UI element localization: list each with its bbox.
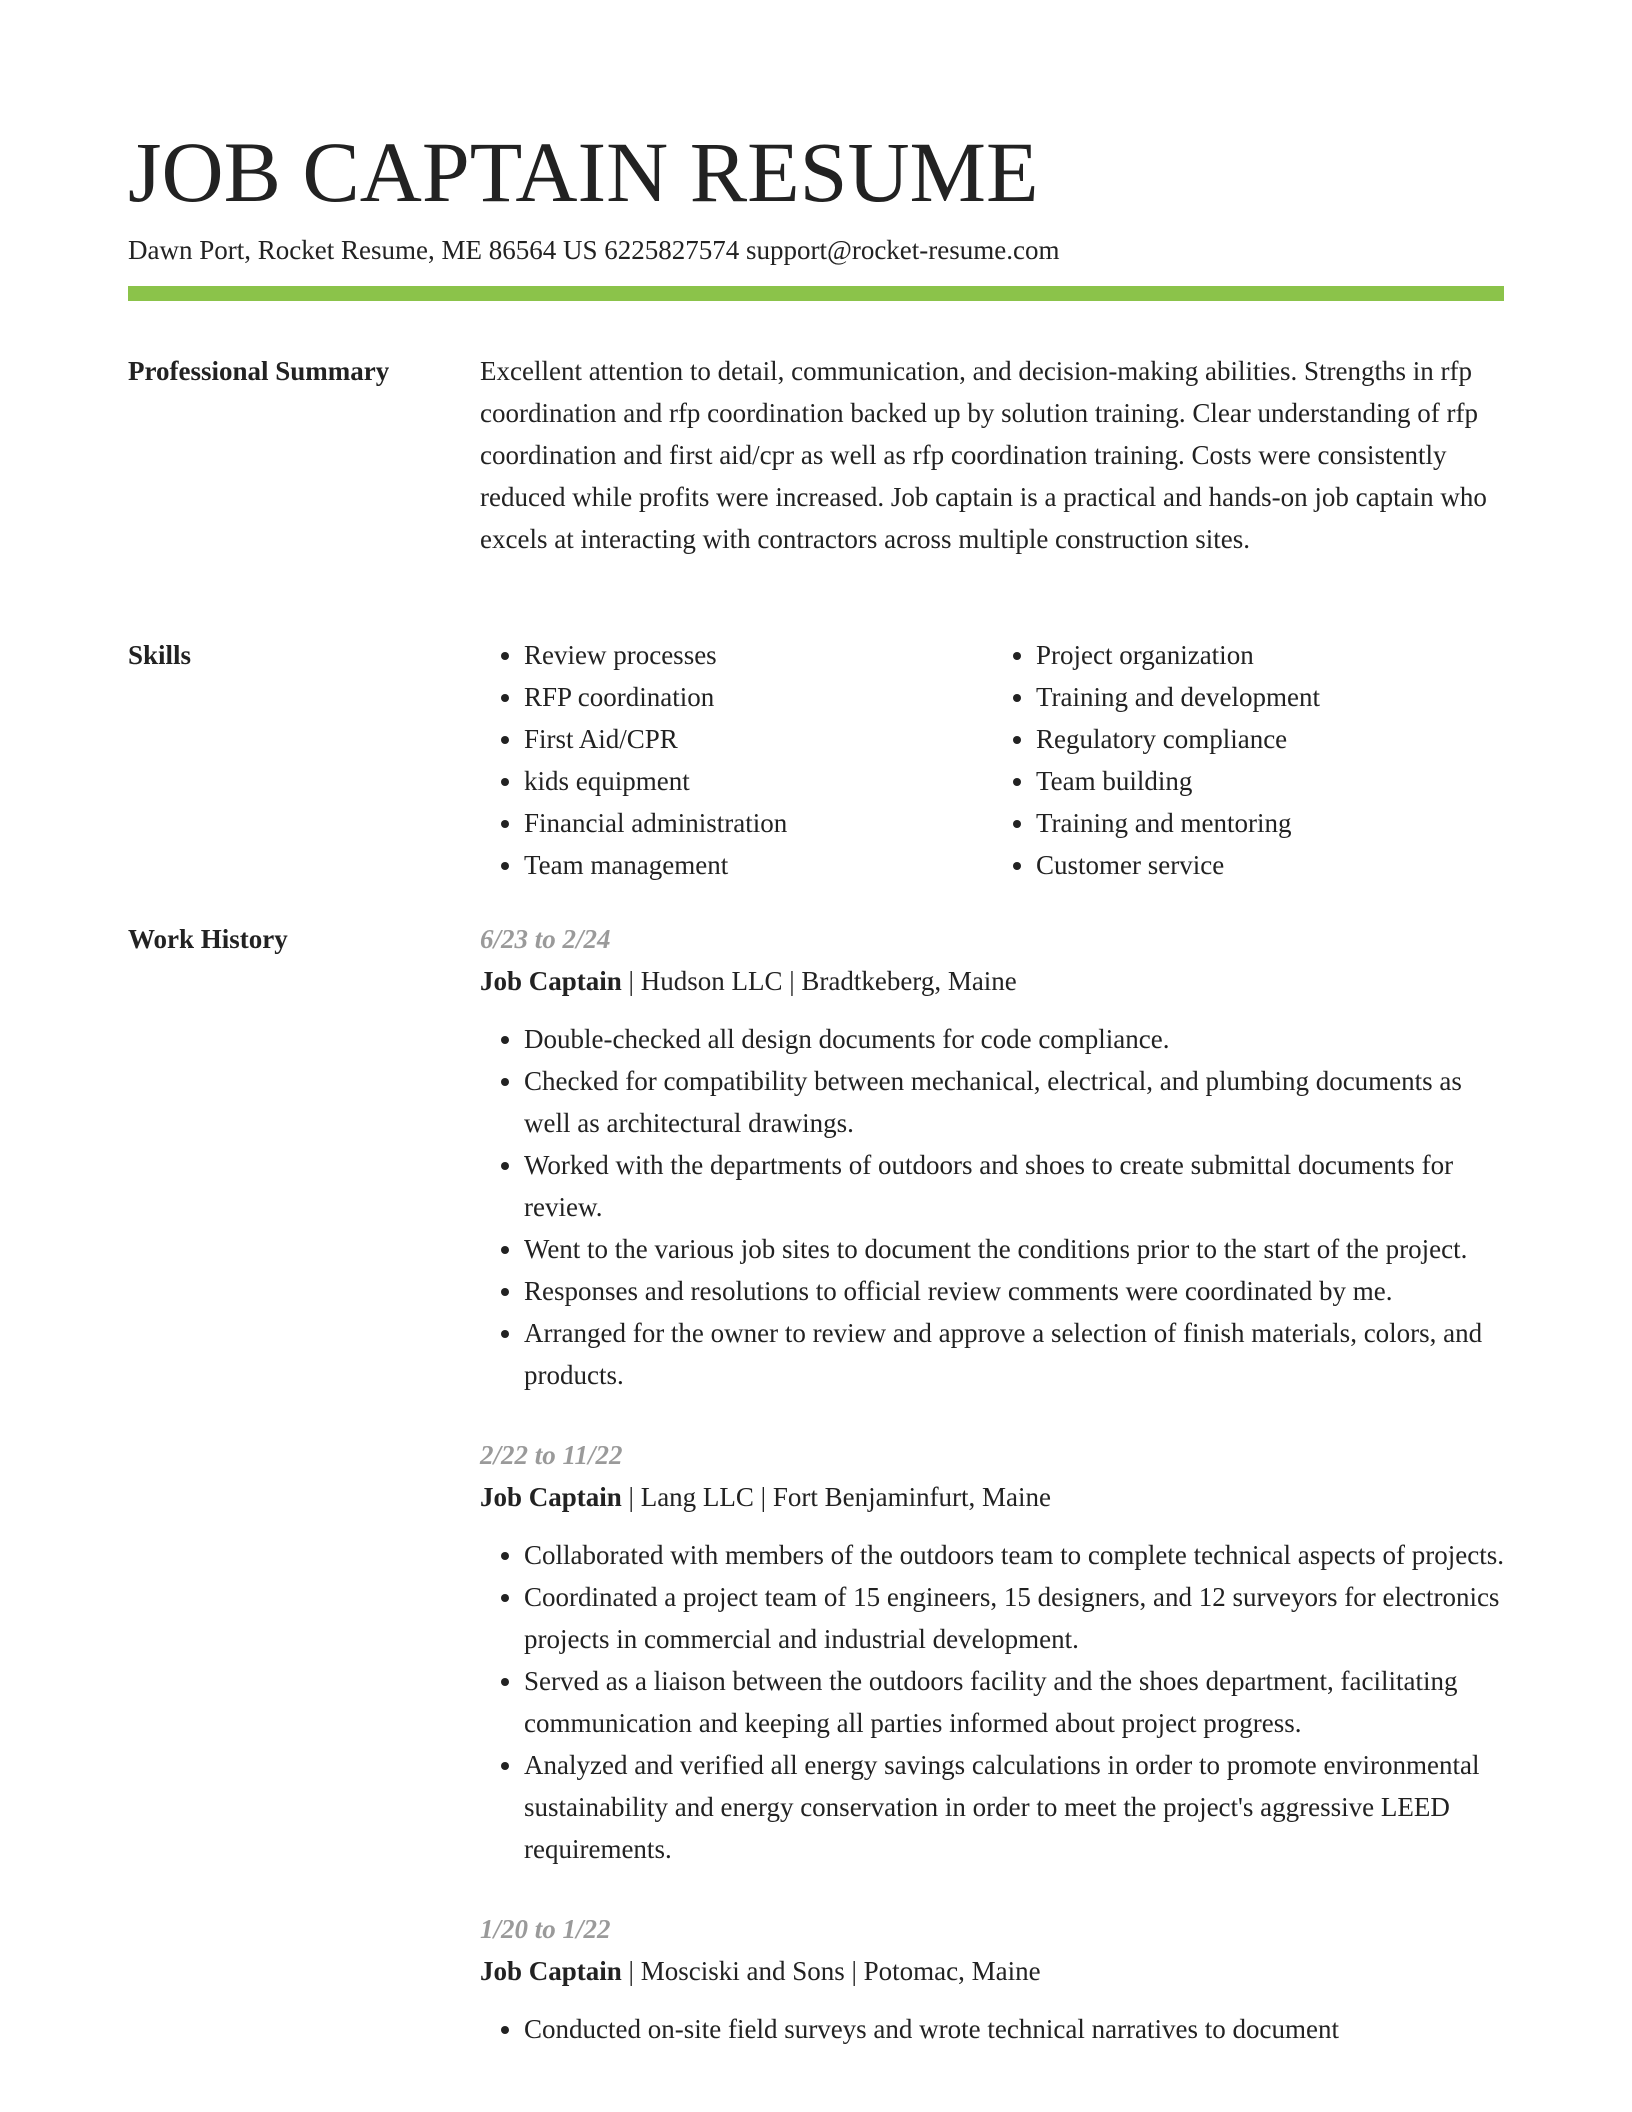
job-bullet: • Went to the various job sites to document the conditions prior to the start of the project. [524, 1228, 1504, 1270]
skill-item: • Project organization [1036, 634, 1504, 676]
resume-title: JOB CAPTAIN RESUME [128, 124, 1039, 220]
skill-item: • First Aid/CPR [524, 718, 992, 760]
job-bullet-list [480, 1534, 1504, 1870]
job-heading [480, 960, 1504, 1002]
skill-item: • Team management [524, 844, 992, 886]
job-bullet: • Responses and resolutions to official review comments were coordinated by me. [524, 1270, 1504, 1312]
contact-line: Dawn Port, Rocket Resume, ME 86564 US 6225827574 support@rocket-resume.com [128, 235, 1060, 265]
job-entry [480, 1908, 1504, 2050]
skill-item: • Financial administration [524, 802, 992, 844]
job-title: Job Captain [480, 1956, 622, 1986]
job-bullet: • Collaborated with members of the outdoors team to complete technical aspects of projects. [524, 1534, 1504, 1576]
job-bullet: • Worked with the departments of outdoors and shoes to create submittal documents for review. [524, 1144, 1504, 1228]
job-heading [480, 1476, 1504, 1518]
job-bullet: • Coordinated a project team of 15 engineers, 15 designers, and 12 surveyors for electronics projects in commercial and industrial development. [524, 1576, 1504, 1660]
skill-item: • Customer service [1036, 844, 1504, 886]
summary-label: Professional Summary [128, 356, 390, 386]
job-heading [480, 1950, 1504, 1992]
skill-item: • Regulatory compliance [1036, 718, 1504, 760]
job-bullet: • Conducted on-site field surveys and wrote technical narratives to document [524, 2008, 1504, 2050]
job-dates: 1/20 to 1/22 [480, 1914, 611, 1944]
job-bullet: • Served as a liaison between the outdoors facility and the shoes department, facilitating communication and keeping all parties informed about project progress. [524, 1660, 1504, 1744]
summary-body [480, 350, 1504, 560]
job-bullet: • Double-checked all design documents for code compliance. [524, 1018, 1504, 1060]
skills-label: Skills [128, 640, 192, 670]
skill-item: • Training and mentoring [1036, 802, 1504, 844]
job-title: Job Captain [480, 966, 622, 996]
job-entry [480, 1434, 1504, 1870]
job-employer-location: | Hudson LLC | Bradtkeberg, Maine [621, 966, 1017, 996]
job-bullet: • Analyzed and verified all energy savings calculations in order to promote environmental sustainability and energy conservation in order to meet the project's aggressive LEED requirements. [524, 1744, 1504, 1870]
skill-item: • kids equipment [524, 760, 992, 802]
job-bullet: • Checked for compatibility between mechanical, electrical, and plumbing documents as well as architectural drawings. [524, 1060, 1504, 1144]
job-dates: 6/23 to 2/24 [480, 924, 611, 954]
work-history-label: Work History [128, 924, 288, 954]
work-history-body [480, 918, 1504, 2088]
header-divider [128, 286, 1504, 301]
job-bullet-list [480, 2008, 1504, 2050]
skill-item: • RFP coordination [524, 676, 992, 718]
job-employer-location: | Mosciski and Sons | Potomac, Maine [621, 1956, 1041, 1986]
skills-body [480, 634, 1504, 886]
job-bullet-list [480, 1018, 1504, 1396]
summary-text: Excellent attention to detail, communication, and decision-making abilities. Strengths in rfp coordination and rfp coordination backed up by solution training. Clear understanding of rfp coordination and first aid/cpr as well as rfp coordination training. Costs were consistently reduced while profits were increased. Job captain is a practical and hands-on job captain who excels at interacting with contractors across multiple construction sites. [480, 356, 1487, 554]
job-bullet: • Arranged for the owner to review and approve a selection of finish materials, colors, and products. [524, 1312, 1504, 1396]
job-entry [480, 918, 1504, 1396]
job-dates: 2/22 to 11/22 [480, 1440, 623, 1470]
job-title: Job Captain [480, 1482, 622, 1512]
skill-item: • Review processes [524, 634, 992, 676]
job-employer-location: | Lang LLC | Fort Benjaminfurt, Maine [621, 1482, 1052, 1512]
skill-item: • Team building [1036, 760, 1504, 802]
skills-list-left [480, 634, 992, 886]
skills-list-right [992, 634, 1504, 886]
skill-item: • Training and development [1036, 676, 1504, 718]
